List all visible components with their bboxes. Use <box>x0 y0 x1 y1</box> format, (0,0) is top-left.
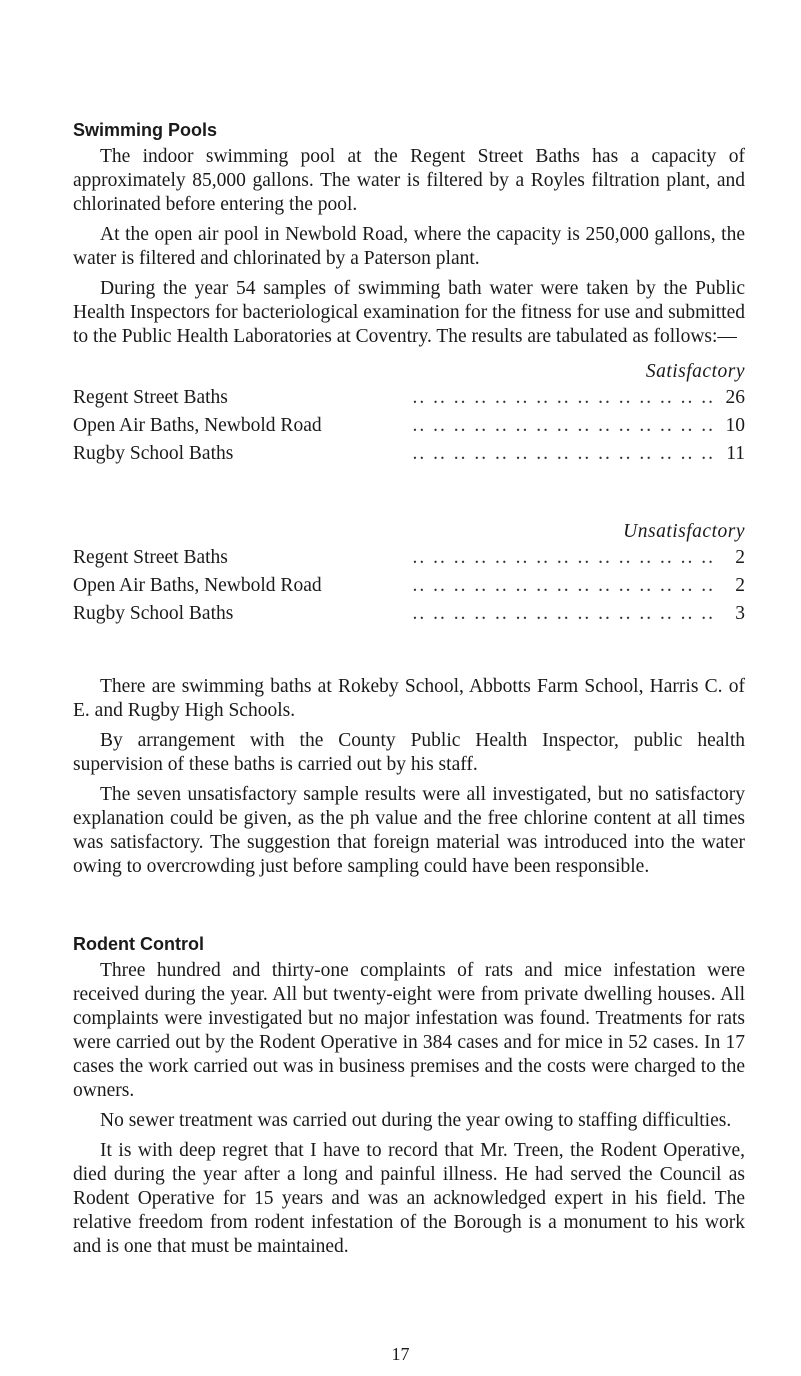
table-row <box>73 412 745 440</box>
leader-dots: .. .. .. .. .. .. .. .. .. .. .. .. .. .. .. <box>412 443 715 464</box>
paragraph: The seven unsatisfactory sample results were all investigated, but no satisfactory explanation could be given, as the ph value and the free chlorine content at all times was satisfactory. The suggestion that foreign material was introduced into the water owing to overcrowding just before sampling could have been responsible. <box>73 784 745 877</box>
swimming-notes <box>73 675 745 885</box>
satisfactory-header: Satisfactory <box>645 361 745 382</box>
row-name: Rugby School Baths <box>73 603 234 624</box>
paragraph: It is with deep regret that I have to record that Mr. Treen, the Rodent Operative, died during the year after a long and painful illness. He had served the Council as Rodent Operative for 15 years and was an acknowledged expert in his field. The relative freedom from rodent infestation of the Borough is a monument to his work and is one that must be maintained. <box>73 1140 745 1257</box>
table-row <box>73 544 745 572</box>
table-row <box>73 384 745 412</box>
row-name: Regent Street Baths <box>73 387 228 408</box>
row-name: Regent Street Baths <box>73 547 228 568</box>
satisfactory-table <box>73 360 745 468</box>
leader-dots: .. .. .. .. .. .. .. .. .. .. .. .. .. .. .. <box>412 415 715 436</box>
table-row <box>73 600 745 628</box>
paragraph: During the year 54 samples of swimming bath water were taken by the Public Health Inspectors for bacteriological examination for the fitness for use and submitted to the Public Health Laboratories at Coventry. The results are tabulated as follows:— <box>73 278 745 347</box>
row-value: 3 <box>735 603 745 624</box>
leader-dots: .. .. .. .. .. .. .. .. .. .. .. .. .. .. .. <box>412 387 715 408</box>
row-value: 11 <box>726 443 745 464</box>
rodent-heading: Rodent Control <box>73 934 204 954</box>
rodent-section <box>73 932 745 1265</box>
paragraph: There are swimming baths at Rokeby School, Abbotts Farm School, Harris C. of E. and Rugby High Schools. <box>73 676 745 721</box>
paragraph: By arrangement with the County Public Health Inspector, public health supervision of these baths is carried out by his staff. <box>73 730 745 775</box>
unsatisfactory-table <box>73 520 745 628</box>
swimming-heading: Swimming Pools <box>73 120 218 140</box>
leader-dots: .. .. .. .. .. .. .. .. .. .. .. .. .. .. .. <box>412 547 715 568</box>
swimming-section <box>73 118 745 355</box>
row-name: Open Air Baths, Newbold Road <box>73 415 322 436</box>
table-row <box>73 572 745 600</box>
paragraph: The indoor swimming pool at the Regent Street Baths has a capacity of approximately 85,000 gallons. The water is filtered by a Royles filtration plant, and chlorinated before entering the pool. <box>73 146 745 215</box>
row-value: 26 <box>725 387 745 408</box>
leader-dots: .. .. .. .. .. .. .. .. .. .. .. .. .. .. .. <box>412 575 715 596</box>
row-value: 2 <box>735 575 745 596</box>
unsatisfactory-header: Unsatisfactory <box>623 521 745 542</box>
table-row <box>73 440 745 468</box>
row-value: 10 <box>725 415 745 436</box>
paragraph: No sewer treatment was carried out during the year owing to staffing difficulties. <box>100 1110 732 1131</box>
paragraph: At the open air pool in Newbold Road, where the capacity is 250,000 gallons, the water is filtered and chlorinated by a Paterson plant. <box>73 224 745 269</box>
page-number: 17 <box>391 1344 410 1364</box>
paragraph: Three hundred and thirty-one complaints of rats and mice infestation were received during the year. All but twenty-eight were from private dwelling houses. All complaints were investigated but no major infestation was found. Treatments for rats were carried out by the Rodent Operative in 384 cases and for mice in 52 cases. In 17 cases the work carried out was in business premises and the costs were charged to the owners. <box>73 960 745 1101</box>
row-name: Open Air Baths, Newbold Road <box>73 575 322 596</box>
leader-dots: .. .. .. .. .. .. .. .. .. .. .. .. .. .. .. <box>412 603 715 624</box>
row-value: 2 <box>735 547 745 568</box>
row-name: Rugby School Baths <box>73 443 234 464</box>
